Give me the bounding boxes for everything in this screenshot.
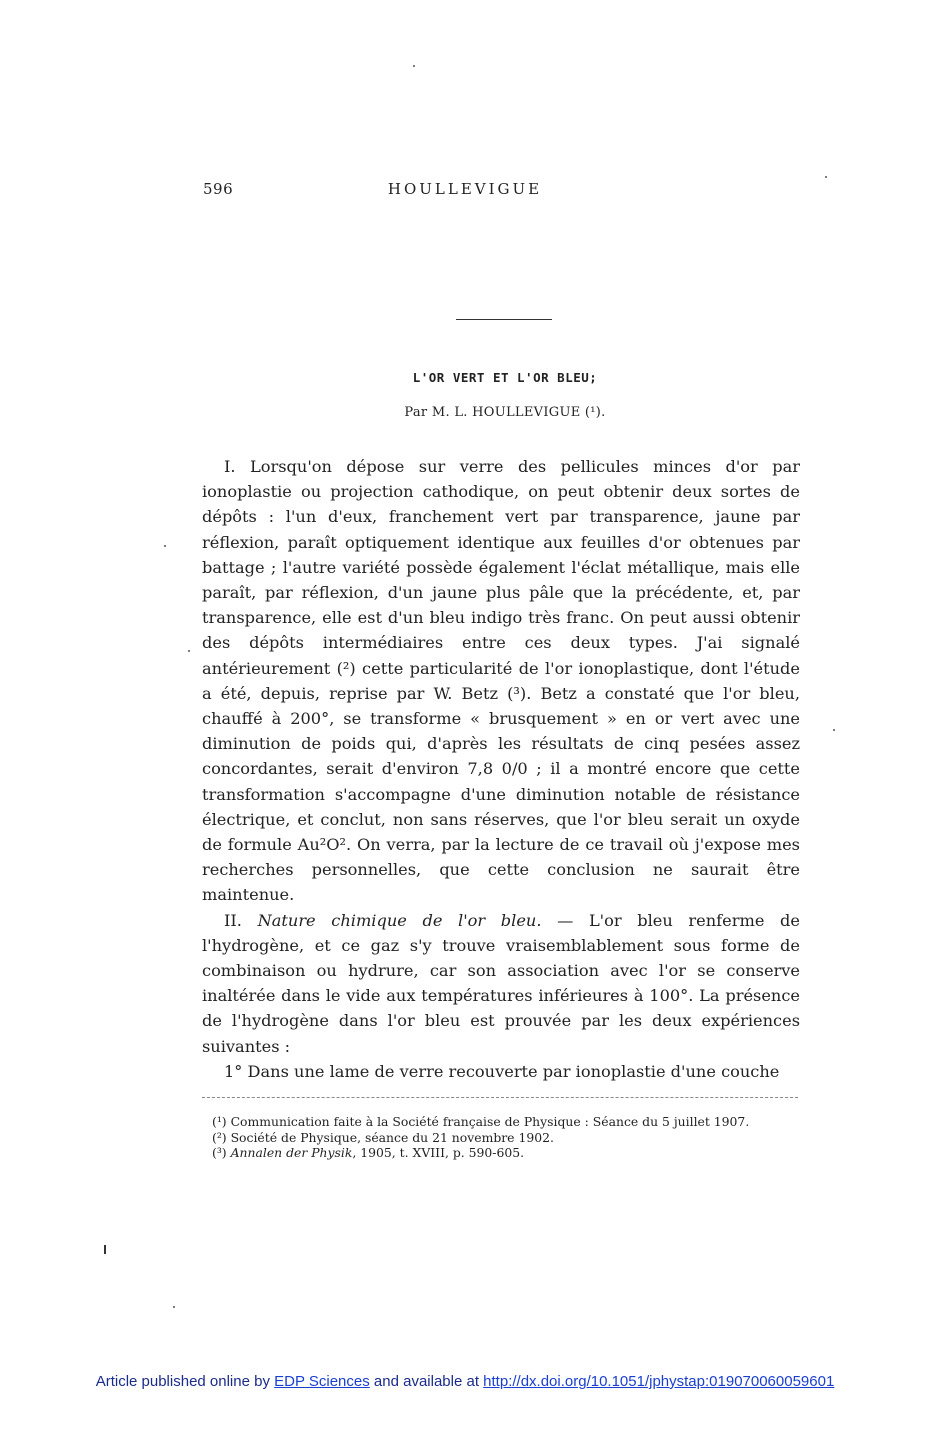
- running-head-author: HOULLEVIGUE: [387, 180, 543, 198]
- article-body: [202, 454, 800, 1084]
- paragraph-1: I. Lorsqu'on dépose sur verre des pellicules minces d'or par ionoplastie ou projection cathodique, on peut obtenir deux sortes de dépôts : l'un d'eux, franchement vert par transparence, jaune par réflexion, paraît optiquement identique aux feuilles d'or obtenues par battage ; l'autre variété possède également l'éclat métallique, mais elle paraît, par réflexion, d'un jaune plus pâle que la précédente, et, par transparence, elle est d'un bleu indigo très franc. On peut aussi obtenir des dépôts intermédiaires entre ces deux types. J'ai signalé antérieurement (²) cette particularité de l'or ionoplastique, dont l'étude a été, depuis, reprise par W. Betz (³). Betz a constaté que l'or bleu, chauffé à 200°, se transforme « brusquement » en or vert avec une diminution de poids qui, d'après les résultats de cinq pesées assez concordantes, serait d'environ 7,8 0/0 ; il a montré encore que cette transformation s'accompagne d'une diminution notable de résistance électrique, et conclut, non sans réserves, que l'or bleu serait un oxyde de formule Au²O². On verra, par la lecture de ce travail où j'expose mes recherches personnelles, que cette conclusion ne saurait être maintenue.: [202, 457, 800, 905]
- paragraph-3: 1° Dans une lame de verre recouverte par ionoplastie d'une couche: [224, 1061, 780, 1081]
- page-number: 596: [203, 180, 234, 198]
- footnote-rule: [202, 1097, 798, 1098]
- doi-link[interactable]: http://dx.doi.org/10.1051/jphystap:019070060059601: [483, 1373, 835, 1390]
- scan-speck: [833, 729, 835, 731]
- scan-mark: [104, 1245, 106, 1254]
- footnote-3-journal: Annalen der Physik: [230, 1145, 353, 1161]
- article-title: L'OR VERT ET L'OR BLEU;: [412, 370, 598, 385]
- footnote-1: (¹) Communication faite à la Société française de Physique : Séance du 5 juillet 1907.: [212, 1114, 750, 1129]
- footnotes: [202, 1114, 798, 1161]
- scan-speck: [188, 650, 190, 652]
- title-rule: [456, 319, 552, 320]
- footnote-3-text: , 1905, t. XVIII, p. 590-605.: [352, 1145, 525, 1161]
- scan-speck: [413, 65, 415, 67]
- footnote-2: (²) Société de Physique, séance du 21 novembre 1902.: [212, 1129, 554, 1145]
- paragraph-2-text: — L'or bleu renferme de l'hydrogène, et ce gaz s'y trouve vraisemblablement sous forme de combinaison ou hydrure, car son association avec l'or se conserve inaltérée dans le vide aux températures inférieures à 100°. La présence de l'hydrogène dans l'or bleu est prouvée par les deux expériences suivantes :: [202, 910, 800, 1056]
- banner-middle: and available at: [369, 1373, 484, 1390]
- running-head: [0, 180, 930, 204]
- article-byline: Par M. L. HOULLEVIGUE (¹).: [404, 405, 606, 420]
- scan-speck: [825, 176, 827, 178]
- scan-speck: [164, 545, 166, 547]
- paragraph-2-lead: II.: [224, 910, 258, 930]
- publisher-link[interactable]: EDP Sciences: [274, 1373, 370, 1390]
- footnote-3-mark: (³): [212, 1145, 231, 1161]
- publisher-banner: [0, 1373, 930, 1390]
- paragraph-2-heading: Nature chimique de l'or bleu.: [257, 910, 542, 930]
- footnote-3: [202, 1145, 798, 1161]
- scan-speck: [173, 1306, 175, 1308]
- banner-prefix: Article published online by: [95, 1373, 275, 1390]
- paragraph-2: [202, 908, 800, 1059]
